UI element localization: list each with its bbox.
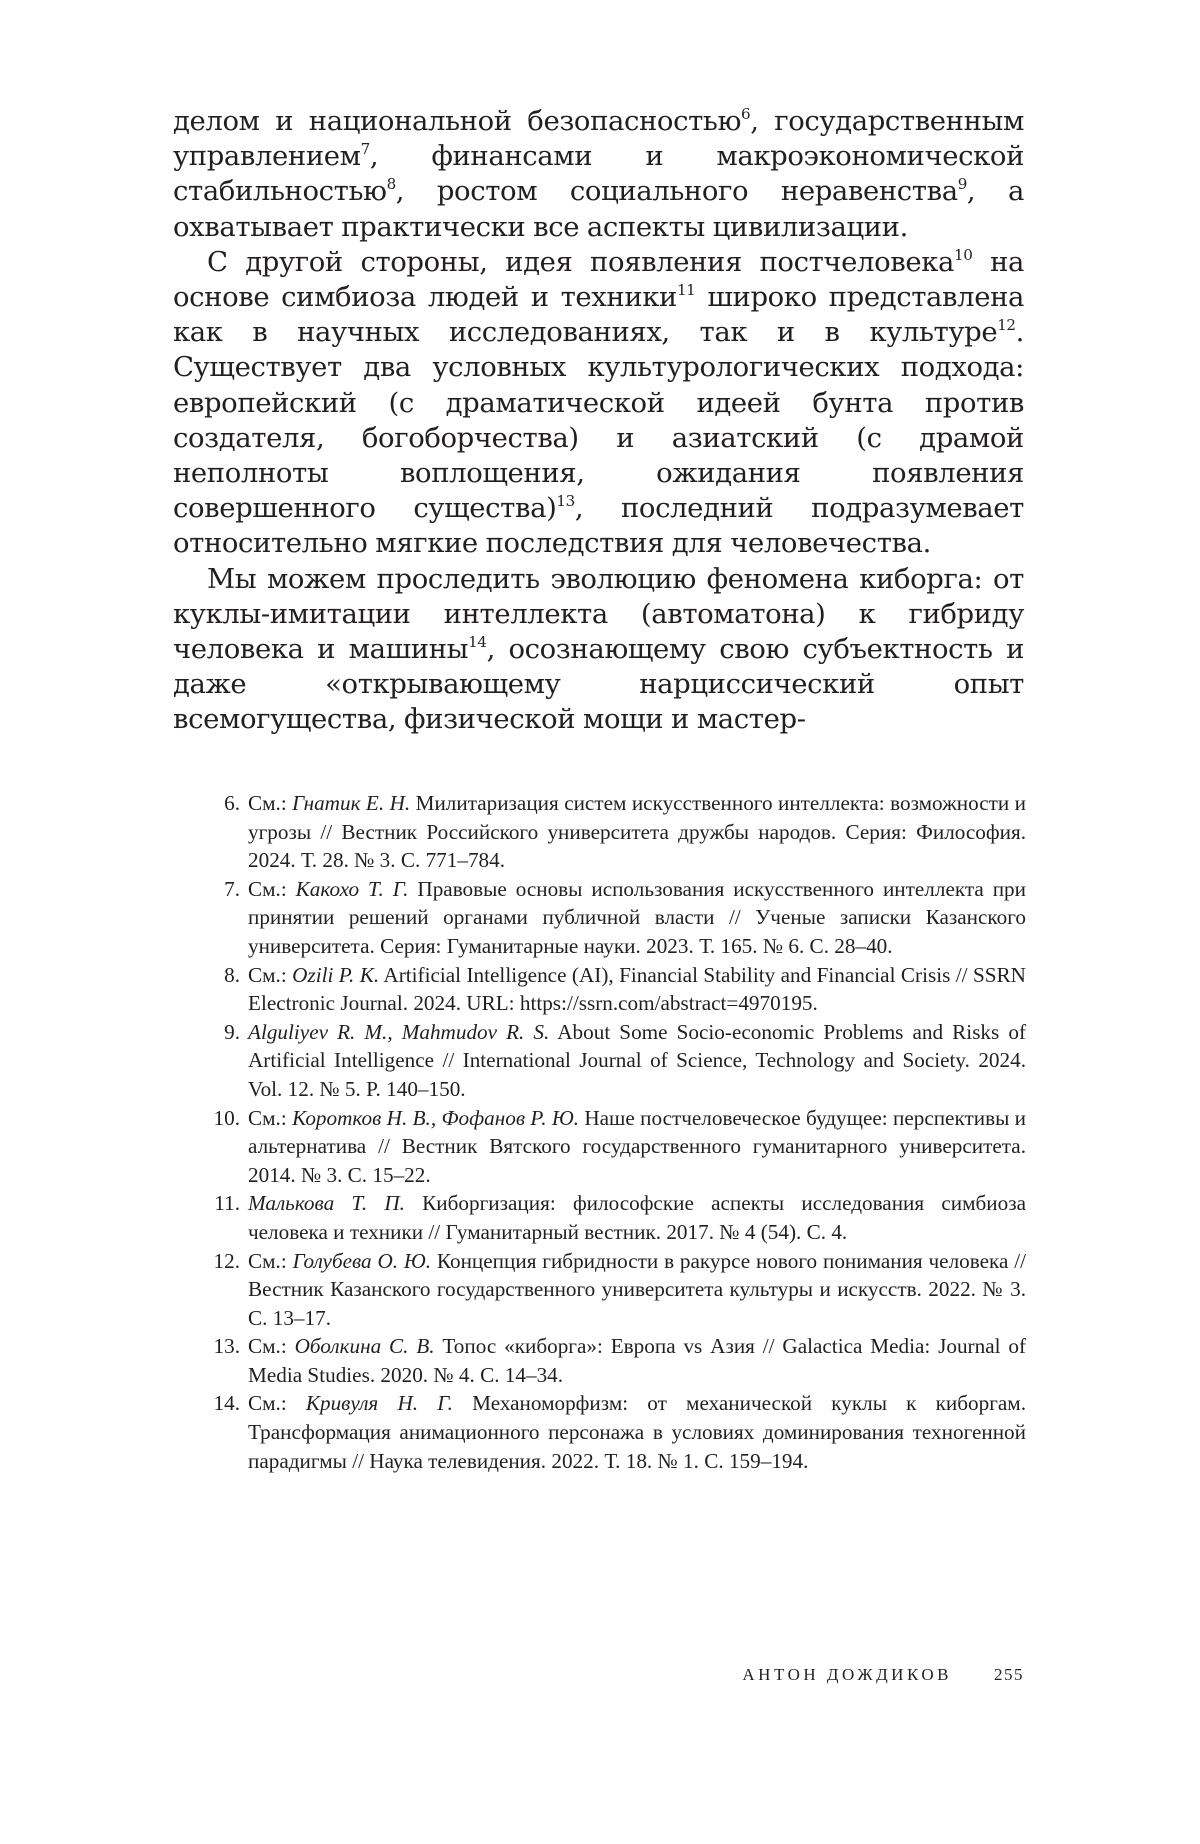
footnotes <box>175 789 1026 1475</box>
footnote-ref: 9 <box>957 175 967 194</box>
footnote-author: Оболкина С. В. <box>294 1334 435 1359</box>
footnote-text <box>248 875 1026 961</box>
footnote-number: 6. <box>224 791 240 815</box>
running-author: АНТОН ДОЖДИКОВ <box>742 1665 952 1684</box>
footnote <box>175 1104 1026 1190</box>
paragraph-2 <box>173 245 1024 562</box>
footnote-number: 10. <box>213 1105 240 1130</box>
footnote-body: Киборгизация: философские аспекты исследования симбиоза человека и техники // Гуманитарный вестник. 2017. № 4 (54). С. 4. <box>248 1191 1026 1244</box>
footnote-body: Механоморфизм: от механической куклы к киборгам. Трансформация анимационного персонажа в условиях доминирования техногенной парадигмы // Наука телевидения. 2022. Т. 18. № 1. С. 159–194. <box>248 1391 1026 1473</box>
footnote <box>175 1389 1026 1475</box>
footnote-number: 14. <box>213 1391 240 1416</box>
footnote-ref: 13 <box>556 492 575 511</box>
footnote <box>175 1332 1026 1389</box>
footnote-text <box>248 1189 1026 1246</box>
footnote-author: Какохо Т. Г. <box>295 876 409 901</box>
running-footer <box>742 1665 1024 1685</box>
text-run: на основе симбиоза людей и техники <box>173 245 1024 314</box>
footnote-ref: 14 <box>468 633 487 652</box>
footnote-body: Artificial Intelligence (AI), Financial Stability and Financial Crisis // SSRN Electronic Journal. 2024. URL: https://ssrn.com/abstract=4970195. <box>248 962 1026 1016</box>
footnote-ref: 12 <box>997 316 1016 335</box>
footnote <box>175 961 1026 1018</box>
text-run: , финансами и макроэкономической стабильностью <box>173 140 1024 208</box>
footnote-author: Alguliyev R. M., Mahmudov R. S. <box>248 1019 550 1044</box>
footnote-text <box>248 1389 1026 1475</box>
footnote-body: Концепция гибридности в ракурсе нового понимания человека // Вестник Казанского государственного университета культуры и искусств. 2022. № 3. С. 13–17. <box>248 1248 1026 1330</box>
footnote-author: Кривуля Н. Г. <box>305 1391 453 1416</box>
text-run: , ростом социального неравенства <box>395 175 958 208</box>
footnote-number: 12. <box>213 1248 240 1273</box>
footnote-prefix: См.: <box>248 1248 293 1273</box>
footnote-author: Ozili P. K. <box>292 962 380 987</box>
text-run: делом и национальной безопасностью <box>173 105 742 137</box>
footnote-text <box>248 1332 1026 1389</box>
footnote <box>175 789 1026 875</box>
footnote-body: Правовые основы использования искусственного интеллекта при принятии решений органами публичной власти // Ученые записки Казанского университета. Серия: Гуманитарные науки. 2023. Т. 165. № 6. С. 28–40. <box>248 876 1026 958</box>
footnote-author: Голубева О. Ю. <box>292 1248 432 1273</box>
footnote-prefix: См.: <box>248 1105 293 1130</box>
paragraph-1 <box>173 104 1024 245</box>
footnote <box>175 1247 1026 1333</box>
footnote-ref: 11 <box>676 281 696 300</box>
page-number: 255 <box>994 1665 1024 1684</box>
footnote-ref: 10 <box>954 245 973 264</box>
footnote-author: Гнатик Е. Н. <box>292 791 411 815</box>
footnote-prefix: См.: <box>248 791 293 815</box>
footnote-prefix: См.: <box>248 876 296 901</box>
footnote <box>175 1018 1026 1104</box>
text-run: , последний подразумевает относительно мягкие последствия для человечества. <box>173 492 1024 560</box>
footnote-body: About Some Socio-economic Problems and Risks of Artificial Intelligence // International Journal of Science, Technology and Society. 2024. Vol. 12. № 5. P. 140–150. <box>248 1019 1026 1101</box>
paragraph-3 <box>173 562 1024 738</box>
text-run: широко представлена как в научных исследованиях, так и в культуре <box>173 281 1024 349</box>
footnote-text <box>248 789 1026 875</box>
text-run: , а охватывает практически все аспекты цивилизации. <box>173 175 1024 243</box>
footnote-text <box>248 961 1026 1018</box>
footnote-number: 7. <box>224 876 240 901</box>
footnote-prefix: См.: <box>248 962 293 987</box>
footnote-body: Наше постчеловеческое будущее: перспективы и альтернатива // Вестник Вятского государственного гуманитарного университета. 2014. № 3. С. 15–22. <box>248 1105 1026 1187</box>
footnote-number: 13. <box>213 1334 240 1359</box>
footnote <box>175 875 1026 961</box>
footnote-ref: 6 <box>741 105 751 124</box>
footnote-body: Милитаризация систем искусственного интеллекта: возможности и угрозы // Вестник Российского университета дружбы народов. Серия: Философия. 2024. Т. 28. № 3. С. 771–784. <box>248 791 1026 873</box>
footnote-prefix: См.: <box>248 1391 306 1416</box>
text-run: Мы можем проследить эволюцию феномена киборга: от куклы-имитации интеллекта (автоматона) к гибриду человека и машины <box>173 562 1024 666</box>
text-run: . Существует два условных культурологических подхода: европейский (с драматической идеей бунта против создателя, богоборчества) и азиатский (с драмой неполноты воплощения, ожидания появления совершенного существа) <box>173 316 1024 525</box>
footnote-text <box>248 1018 1026 1104</box>
footnote-ref: 7 <box>360 140 370 159</box>
footnote-number: 11. <box>214 1191 240 1216</box>
text-run: , государственным управлением <box>173 105 1024 173</box>
footnote-author: Малькова Т. П. <box>248 1191 405 1216</box>
text-run: С другой стороны, идея появления постчеловека <box>207 245 955 278</box>
footnote-number: 9. <box>224 1019 240 1044</box>
footnote-ref: 8 <box>386 175 396 194</box>
footnote-prefix: См.: <box>248 1334 295 1359</box>
text-run: , осознающему свою субъектность и даже «открывающему нарциссический опыт всемогущества, физической мощи и мастер- <box>173 633 1025 736</box>
footnote <box>175 1189 1026 1246</box>
footnote-author: Коротков Н. В., Фофанов Р. Ю. <box>292 1105 580 1130</box>
footnote-text <box>248 1104 1026 1190</box>
footnote-number: 8. <box>224 962 240 987</box>
main-text <box>173 104 1024 738</box>
footnote-text <box>248 1247 1026 1333</box>
footnote-body: Топос «киборга»: Европа vs Азия // Galactica Media: Journal of Media Studies. 2020. № 4. С. 14–34. <box>248 1334 1026 1387</box>
